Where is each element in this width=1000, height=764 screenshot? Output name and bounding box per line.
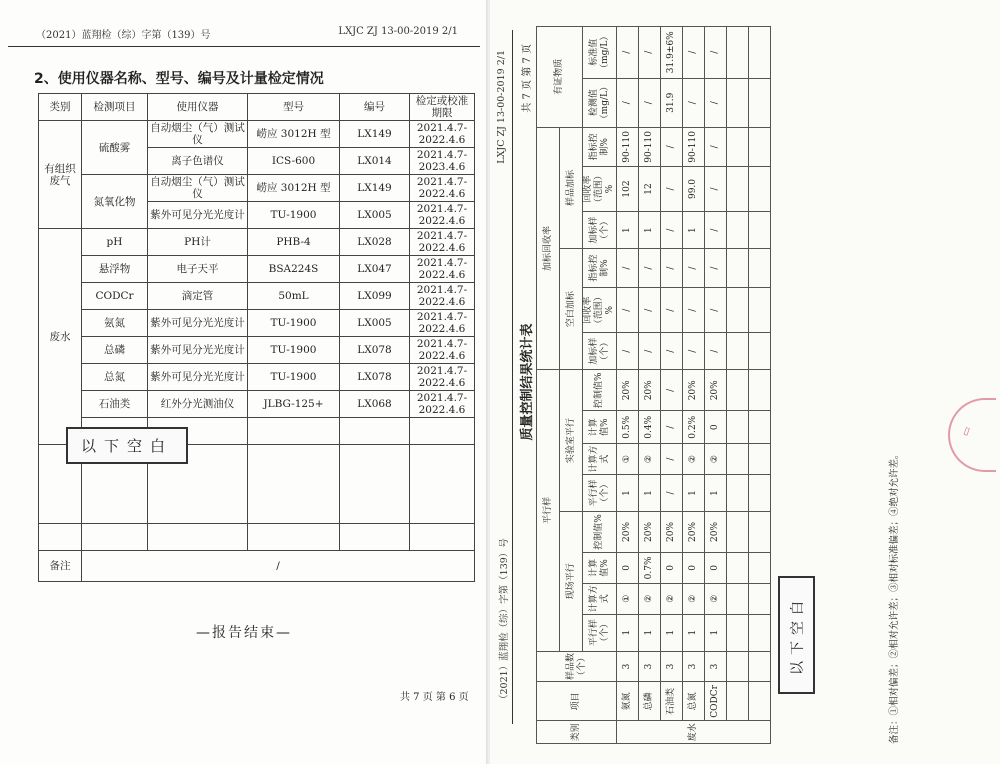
empty-cell xyxy=(727,583,749,614)
model-cell: 50mL xyxy=(248,283,340,310)
instrument-cell: 紫外可见分光光度计 xyxy=(148,337,248,364)
item-cell: 氮氧化物 xyxy=(82,175,148,229)
empty-cell xyxy=(727,27,749,79)
empty-cell xyxy=(82,524,148,551)
empty-cell xyxy=(749,614,771,651)
note-value: / xyxy=(82,551,475,582)
value-cell: / xyxy=(661,127,683,166)
empty-cell xyxy=(727,511,749,552)
item-cell: 硫酸雾 xyxy=(82,121,148,175)
col-header-calc-value: 计算值% xyxy=(583,553,617,584)
qc-row xyxy=(617,27,639,744)
empty-cell xyxy=(248,418,340,445)
value-cell: / xyxy=(661,474,683,511)
right-page xyxy=(490,0,1000,764)
value-cell: ② xyxy=(639,444,661,475)
value-cell: ① xyxy=(617,583,639,614)
number-cell: LX014 xyxy=(340,148,410,175)
value-cell: / xyxy=(617,333,639,370)
item-cell: 总氮 xyxy=(683,682,705,721)
number-cell: LX028 xyxy=(340,229,410,256)
empty-cell xyxy=(248,524,340,551)
sample-count-cell: 3 xyxy=(683,651,705,682)
col-header-sample-count: 样品数（个） xyxy=(537,651,617,682)
qc-table xyxy=(536,26,771,744)
value-cell: / xyxy=(639,249,661,288)
header-divider xyxy=(512,30,513,724)
col-header-standard: 标准值（mg/L） xyxy=(583,27,617,79)
value-cell: 1 xyxy=(705,614,727,651)
col-header-indicator: 指标控制% xyxy=(583,127,617,166)
period-cell: 2021.4.7-2022.4.6 xyxy=(410,121,475,148)
period-cell: 2021.4.7-2022.4.6 xyxy=(410,337,475,364)
col-header-spike-count: 加标样（个） xyxy=(583,212,617,249)
empty-cell xyxy=(727,78,749,127)
sample-count-cell: 3 xyxy=(617,651,639,682)
col-header-recovery: 回收率（范围）% xyxy=(583,166,617,211)
col-header-par-count: 平行样（个） xyxy=(583,614,617,651)
qc-header-row xyxy=(560,27,583,744)
table-row xyxy=(39,310,475,337)
instrument-cell: 紫外可见分光光度计 xyxy=(148,202,248,229)
value-cell: 31.9 xyxy=(661,78,683,127)
value-cell: / xyxy=(661,166,683,211)
qc-table-title: 质量控制结果统计表 xyxy=(520,323,535,441)
value-cell: 1 xyxy=(705,474,727,511)
value-cell: 0.2% xyxy=(683,411,705,444)
qc-header-row xyxy=(583,27,617,744)
empty-cell xyxy=(749,682,771,721)
value-cell: / xyxy=(683,78,705,127)
value-cell: / xyxy=(705,249,727,288)
value-cell: / xyxy=(661,370,683,411)
value-cell: ② xyxy=(639,583,661,614)
col-header-number: 编号 xyxy=(340,94,410,121)
instrument-table xyxy=(38,93,475,582)
item-cell: pH xyxy=(82,229,148,256)
period-cell: 2021.4.7-2022.4.6 xyxy=(410,391,475,418)
empty-cell xyxy=(749,474,771,511)
value-cell: 0 xyxy=(705,411,727,444)
model-cell: TU-1900 xyxy=(248,310,340,337)
empty-cell xyxy=(749,651,771,682)
item-cell: 总磷 xyxy=(639,682,661,721)
category-cell-water: 废水 xyxy=(39,229,82,445)
instrument-cell: 自动烟尘（气）测试仪 xyxy=(148,121,248,148)
model-cell: TU-1900 xyxy=(248,337,340,364)
value-cell: 20% xyxy=(617,370,639,411)
col-header-indicator: 指标控制% xyxy=(583,249,617,288)
value-cell: / xyxy=(705,166,727,211)
item-cell: 石油类 xyxy=(82,391,148,418)
table-row xyxy=(39,391,475,418)
number-cell: LX047 xyxy=(340,256,410,283)
instrument-cell: 自动烟尘（气）测试仪 xyxy=(148,175,248,202)
value-cell: 102 xyxy=(617,166,639,211)
blank-below-stamp: 以下空白 xyxy=(66,427,188,464)
value-cell: ② xyxy=(661,583,683,614)
value-cell: 0 xyxy=(683,553,705,584)
table-row xyxy=(39,121,475,148)
item-cell: 总氮 xyxy=(82,364,148,391)
qc-row xyxy=(639,27,661,744)
model-cell: ICS-600 xyxy=(248,148,340,175)
value-cell: / xyxy=(705,127,727,166)
empty-cell xyxy=(749,583,771,614)
model-cell: PHB-4 xyxy=(248,229,340,256)
period-cell: 2021.4.7-2022.4.6 xyxy=(410,175,475,202)
empty-cell xyxy=(727,288,749,333)
value-cell: 1 xyxy=(639,614,661,651)
model-cell: JLBG-125+ xyxy=(248,391,340,418)
number-cell: LX005 xyxy=(340,202,410,229)
empty-cell xyxy=(749,370,771,411)
item-cell: 氨氮 xyxy=(82,310,148,337)
number-cell: LX099 xyxy=(340,283,410,310)
col-header-sample-spike: 样品加标 xyxy=(560,127,583,248)
value-cell: 90-110 xyxy=(617,127,639,166)
number-cell: LX068 xyxy=(340,391,410,418)
empty-cell xyxy=(749,288,771,333)
value-cell: 20% xyxy=(639,370,661,411)
empty-cell xyxy=(148,524,248,551)
value-cell: 1 xyxy=(661,614,683,651)
value-cell: 20% xyxy=(617,511,639,552)
value-cell: 0 xyxy=(705,553,727,584)
col-header-period: 检定或校准期限 xyxy=(410,94,475,121)
item-cell: 氨氮 xyxy=(617,682,639,721)
col-header-category: 类别 xyxy=(537,721,617,744)
sample-count-cell: 3 xyxy=(705,651,727,682)
table-header-row xyxy=(39,94,475,121)
value-cell: 20% xyxy=(705,370,727,411)
col-header-item: 项目 xyxy=(537,682,617,721)
value-cell: 90-110 xyxy=(639,127,661,166)
qc-row xyxy=(683,27,705,744)
col-header-calc-value: 计算值% xyxy=(583,411,617,444)
value-cell: ② xyxy=(683,583,705,614)
report-number-header: （2021）蓝翔检（综）字第（139）号 xyxy=(499,538,510,704)
value-cell: / xyxy=(705,333,727,370)
item-cell: 悬浮物 xyxy=(82,256,148,283)
value-cell: 1 xyxy=(639,212,661,249)
empty-cell xyxy=(749,212,771,249)
empty-cell xyxy=(340,418,410,445)
instrument-cell: 紫外可见分光光度计 xyxy=(148,310,248,337)
table-row xyxy=(39,364,475,391)
empty-cell xyxy=(727,474,749,511)
qc-row-empty xyxy=(749,27,771,744)
col-header-spike-count: 加标样（个） xyxy=(583,333,617,370)
number-cell: LX149 xyxy=(340,121,410,148)
period-cell: 2021.4.7-2023.4.6 xyxy=(410,148,475,175)
period-cell: 2021.4.7-2022.4.6 xyxy=(410,364,475,391)
instrument-cell: 离子色谱仪 xyxy=(148,148,248,175)
sample-count-cell: 3 xyxy=(661,651,683,682)
item-cell: 石油类 xyxy=(661,682,683,721)
col-header-spike: 加标回收率 xyxy=(537,127,560,369)
period-cell: 2021.4.7-2022.4.6 xyxy=(410,256,475,283)
period-cell: 2021.4.7-2022.4.6 xyxy=(410,283,475,310)
col-header-parallel: 平行样 xyxy=(537,370,560,651)
col-header-calc-method: 计算方式 xyxy=(583,444,617,475)
value-cell: ② xyxy=(705,583,727,614)
empty-cell xyxy=(749,78,771,127)
col-header-field-parallel: 现场平行 xyxy=(560,511,583,651)
instrument-cell: 滴定管 xyxy=(148,283,248,310)
sample-count-cell: 3 xyxy=(639,651,661,682)
empty-cell xyxy=(410,445,475,524)
value-cell: 12 xyxy=(639,166,661,211)
col-header-ctrl-value: 控制值% xyxy=(583,511,617,552)
empty-cell xyxy=(749,166,771,211)
rotated-content xyxy=(490,0,1000,764)
value-cell: 0 xyxy=(617,553,639,584)
value-cell: / xyxy=(661,444,683,475)
empty-cell xyxy=(340,445,410,524)
col-header-blank-spike: 空白加标 xyxy=(560,249,583,370)
report-end-text: —报告结束— xyxy=(196,625,292,641)
value-cell: / xyxy=(639,333,661,370)
model-cell: TU-1900 xyxy=(248,364,340,391)
empty-cell xyxy=(340,524,410,551)
empty-cell xyxy=(727,411,749,444)
value-cell: / xyxy=(705,27,727,79)
value-cell: / xyxy=(661,411,683,444)
value-cell: / xyxy=(683,288,705,333)
value-cell: ① xyxy=(617,444,639,475)
empty-cell xyxy=(410,524,475,551)
value-cell: / xyxy=(705,288,727,333)
col-header-calc-method: 计算方式 xyxy=(583,583,617,614)
empty-cell xyxy=(749,553,771,584)
note-row xyxy=(39,551,475,582)
value-cell: 99.0 xyxy=(683,166,705,211)
value-cell: / xyxy=(617,27,639,79)
value-cell: 0.7% xyxy=(639,553,661,584)
value-cell: 20% xyxy=(683,511,705,552)
value-cell: / xyxy=(683,27,705,79)
value-cell: / xyxy=(639,288,661,333)
value-cell: / xyxy=(661,249,683,288)
value-cell: 90-110 xyxy=(683,127,705,166)
page-number: 共 7 页 第 6 页 xyxy=(400,692,469,703)
doc-code-header: LXJC ZJ 13-00-2019 2/1 xyxy=(496,50,507,164)
value-cell: / xyxy=(617,78,639,127)
item-cell: CODCr xyxy=(705,682,727,721)
section-title: 2、使用仪器名称、型号、编号及计量检定情况 xyxy=(34,71,324,87)
col-header-measured: 检测值（mg/L） xyxy=(583,78,617,127)
seal-mark: ▭ xyxy=(959,425,974,438)
number-cell: LX149 xyxy=(340,175,410,202)
empty-cell xyxy=(749,444,771,475)
period-cell: 2021.4.7-2022.4.6 xyxy=(410,229,475,256)
col-header-category: 类别 xyxy=(39,94,82,121)
empty-cell xyxy=(727,166,749,211)
value-cell: 20% xyxy=(639,511,661,552)
page-number: 共 7 页 第 7 页 xyxy=(522,44,533,113)
value-cell: / xyxy=(661,333,683,370)
instrument-cell: 红外分光测油仪 xyxy=(148,391,248,418)
empty-cell xyxy=(727,553,749,584)
instrument-cell: PH计 xyxy=(148,229,248,256)
empty-cell xyxy=(248,445,340,524)
number-cell: LX078 xyxy=(340,337,410,364)
value-cell: ② xyxy=(683,444,705,475)
category-cell-gas: 有组织废气 xyxy=(39,121,82,229)
col-header-ctrl-value: 控制值% xyxy=(583,370,617,411)
value-cell: 1 xyxy=(617,474,639,511)
qc-header-row xyxy=(537,27,560,744)
period-cell: 2021.4.7-2022.4.6 xyxy=(410,310,475,337)
item-cell: CODCr xyxy=(82,283,148,310)
header-divider xyxy=(8,46,480,47)
value-cell: 20% xyxy=(705,511,727,552)
blank-below-stamp: 以下空白 xyxy=(778,576,815,694)
value-cell: / xyxy=(705,212,727,249)
model-cell: 崂应 3012H 型 xyxy=(248,175,340,202)
left-page xyxy=(0,0,489,764)
col-header-recovery: 回收率（范围）% xyxy=(583,288,617,333)
table-row xyxy=(39,283,475,310)
value-cell: ② xyxy=(705,444,727,475)
table-row-empty xyxy=(39,524,475,551)
qc-row-empty xyxy=(727,27,749,744)
value-cell: / xyxy=(661,212,683,249)
number-cell: LX078 xyxy=(340,364,410,391)
empty-cell xyxy=(749,127,771,166)
value-cell: 0.5% xyxy=(617,411,639,444)
col-header-reference: 有证物质 xyxy=(537,27,583,128)
table-row xyxy=(39,337,475,364)
model-cell: 崂应 3012H 型 xyxy=(248,121,340,148)
report-number-header: （2021）蓝翔检（综）字第（139）号 xyxy=(36,30,211,41)
value-cell: 20% xyxy=(683,370,705,411)
model-cell: TU-1900 xyxy=(248,202,340,229)
empty-cell xyxy=(749,511,771,552)
period-cell: 2021.4.7-2022.4.6 xyxy=(410,202,475,229)
item-cell: 总磷 xyxy=(82,337,148,364)
col-header-lab-parallel: 实验室平行 xyxy=(560,370,583,512)
value-cell: 1 xyxy=(617,212,639,249)
col-header-par-count: 平行样（个） xyxy=(583,474,617,511)
empty-cell xyxy=(727,444,749,475)
value-cell: / xyxy=(617,288,639,333)
empty-cell xyxy=(727,212,749,249)
value-cell: 1 xyxy=(683,474,705,511)
value-cell: / xyxy=(705,78,727,127)
category-cell-water: 废水 xyxy=(617,721,771,744)
model-cell: BSA224S xyxy=(248,256,340,283)
value-cell: 0 xyxy=(661,553,683,584)
qc-row xyxy=(705,27,727,744)
col-header-model: 型号 xyxy=(248,94,340,121)
empty-cell xyxy=(749,411,771,444)
value-cell: / xyxy=(639,78,661,127)
col-header-item: 检测项目 xyxy=(82,94,148,121)
value-cell: 20% xyxy=(661,511,683,552)
instrument-cell: 紫外可见分光光度计 xyxy=(148,364,248,391)
value-cell: / xyxy=(639,27,661,79)
value-cell: / xyxy=(617,249,639,288)
instrument-cell: 电子天平 xyxy=(148,256,248,283)
value-cell: 1 xyxy=(683,614,705,651)
doc-code-header: LXJC ZJ 13-00-2019 2/1 xyxy=(338,26,458,37)
empty-cell xyxy=(727,333,749,370)
empty-cell xyxy=(727,651,749,682)
value-cell: / xyxy=(683,249,705,288)
qc-note: 备注：①相对偏差；②相对允许差；③相对标准偏差；④绝对允许差。 xyxy=(889,449,900,744)
value-cell: 1 xyxy=(683,212,705,249)
qc-row xyxy=(661,27,683,744)
empty-cell xyxy=(39,524,82,551)
empty-cell xyxy=(727,370,749,411)
empty-cell xyxy=(727,682,749,721)
table-row xyxy=(39,175,475,202)
empty-cell xyxy=(410,418,475,445)
number-cell: LX005 xyxy=(340,310,410,337)
value-cell: 1 xyxy=(639,474,661,511)
empty-cell xyxy=(749,27,771,79)
col-header-instrument: 使用仪器 xyxy=(148,94,248,121)
value-cell: 1 xyxy=(617,614,639,651)
note-label: 备注 xyxy=(39,551,82,582)
empty-cell xyxy=(727,127,749,166)
empty-cell xyxy=(727,614,749,651)
value-cell: / xyxy=(661,288,683,333)
empty-cell xyxy=(727,249,749,288)
empty-cell xyxy=(749,333,771,370)
value-cell: 31.9±6% xyxy=(661,27,683,79)
empty-cell xyxy=(749,249,771,288)
table-row xyxy=(39,256,475,283)
value-cell: 0.4% xyxy=(639,411,661,444)
value-cell: / xyxy=(683,333,705,370)
table-row xyxy=(39,229,475,256)
